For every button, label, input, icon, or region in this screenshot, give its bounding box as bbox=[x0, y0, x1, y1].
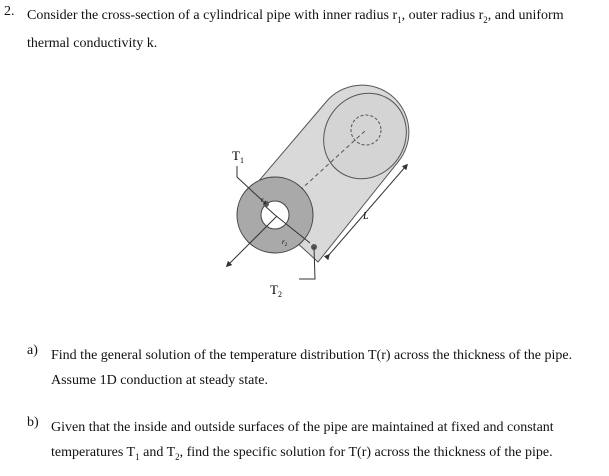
t2-subscript: 2 bbox=[175, 451, 180, 462]
intro-text-post: , and uniform thermal conductivity k. bbox=[27, 8, 564, 51]
problem-statement bbox=[27, 4, 602, 56]
label-t1: $T_1$ bbox=[232, 148, 244, 165]
part-a-label: a) bbox=[27, 343, 38, 358]
part-b-text bbox=[51, 415, 603, 470]
intro-text-mid: , outer radius r bbox=[401, 8, 484, 23]
label-r2: $r_2$ bbox=[282, 238, 288, 248]
label-t2: $T_2$ bbox=[270, 282, 282, 299]
part-b-text-pre: Given that the inside and outside surfaces of the pipe are maintained at fixed and constant temperatures T bbox=[51, 420, 554, 460]
part-b-label: b) bbox=[27, 415, 39, 430]
r2-subscript: 2 bbox=[483, 14, 488, 25]
part-b-text-post: , find the specific solution for T(r) across the thickness of the pipe. bbox=[179, 445, 553, 460]
problem-number: 2. bbox=[4, 4, 15, 19]
pipe-figure bbox=[222, 66, 422, 302]
label-r1: $r_1$ bbox=[261, 196, 267, 206]
label-length: L bbox=[363, 211, 369, 222]
r1-subscript: 1 bbox=[397, 14, 402, 25]
part-b-text-mid: and T bbox=[139, 445, 176, 460]
part-a-text: Find the general solution of the temperature distribution T(r) across the thickness of the pipe. Assume 1D conduction at steady state. bbox=[51, 348, 573, 388]
t1-subscript: 1 bbox=[135, 451, 140, 462]
intro-text-pre: Consider the cross-section of a cylindrical pipe with inner radius r bbox=[27, 8, 398, 23]
